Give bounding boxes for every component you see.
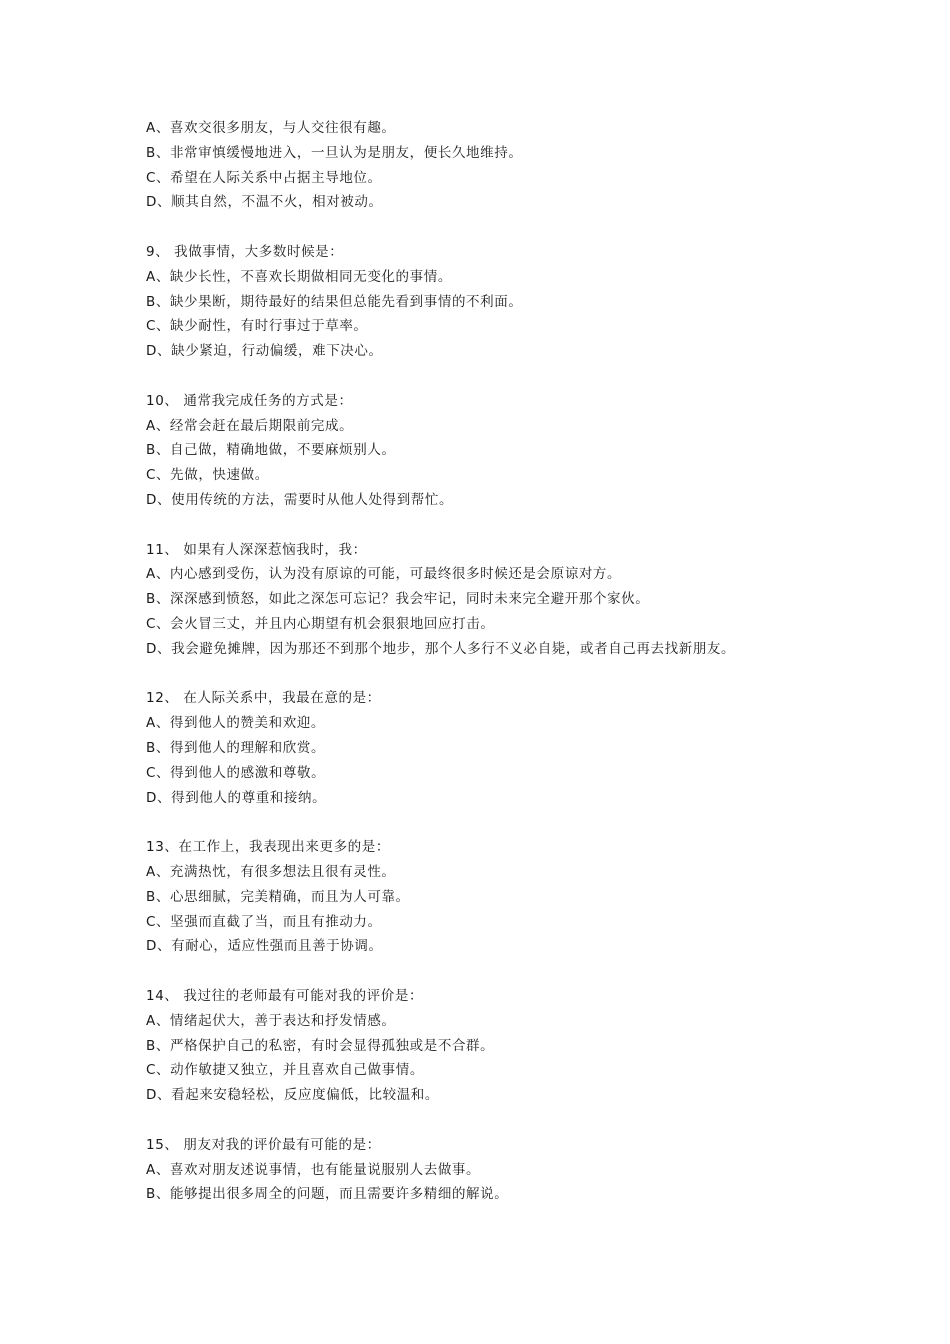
- question-text: 15、 朋友对我的评价最有可能的是：: [146, 1136, 381, 1153]
- question-text: 10、 通常我完成任务的方式是：: [146, 392, 353, 409]
- question-text: 11、 如果有人深深惹恼我时，我：: [146, 541, 367, 558]
- answer-option: B、深深感到愤怒，如此之深怎可忘记？我会牢记，同时未来完全避开那个家伙。: [146, 591, 650, 608]
- answer-option: A、情绪起伏大，善于表达和抒发情感。: [146, 1012, 396, 1029]
- answer-option: B、自己做，精确地做，不要麻烦别人。: [146, 442, 396, 459]
- answer-option: A、喜欢交很多朋友，与人交往很有趣。: [146, 120, 396, 136]
- answer-option: B、能够提出很多周全的问题，而且需要许多精细的解说。: [146, 1186, 509, 1203]
- answer-option: C、动作敏捷又独立，并且喜欢自己做事情。: [146, 1062, 424, 1079]
- answer-option: D、看起来安稳轻松，反应度偏低，比较温和。: [146, 1087, 439, 1104]
- answer-option: B、得到他人的理解和欣赏。: [146, 740, 326, 756]
- answer-option: D、使用传统的方法，需要时从他人处得到帮忙。: [146, 492, 454, 508]
- answer-option: C、坚强而直截了当，而且有推动力。: [146, 913, 382, 930]
- question-text: 12、 在人际关系中，我最在意的是：: [146, 690, 381, 707]
- answer-option: B、缺少果断，期待最好的结果但总能先看到事情的不利面。: [146, 293, 523, 310]
- answer-option: B、严格保护自己的私密，有时会显得孤独或是不合群。: [146, 1037, 495, 1054]
- answer-option: D、我会避免摊牌，因为那还不到那个地步，那个人多行不义必自毙，或者自己再去找新朋友。: [146, 640, 736, 657]
- answer-option: D、缺少紧迫，行动偏缓，难下决心。: [146, 343, 383, 360]
- answer-option: C、会火冒三丈，并且内心期望有机会狠狠地回应打击。: [146, 616, 495, 632]
- question-text: 9、 我做事情，大多数时候是：: [146, 244, 344, 260]
- answer-option: C、希望在人际关系中占据主导地位。: [146, 169, 382, 186]
- answer-option: D、得到他人的尊重和接纳。: [146, 789, 327, 806]
- question-text: 13、在工作上，我表现出来更多的是：: [146, 839, 390, 856]
- answer-option: C、先做，快速做。: [146, 467, 269, 484]
- answer-option: A、经常会赶在最后期限前完成。: [146, 417, 354, 434]
- answer-option: B、非常审慎缓慢地进入，一旦认为是朋友，便长久地维持。: [146, 144, 523, 161]
- answer-option: A、缺少长性，不喜欢长期做相同无变化的事情。: [146, 268, 452, 285]
- question-text: 14、 我过往的老师最有可能对我的评价是：: [146, 988, 424, 1004]
- answer-option: C、缺少耐性，有时行事过于草率。: [146, 318, 368, 335]
- answer-option: B、心思细腻，完美精确，而且为人可靠。: [146, 888, 410, 905]
- answer-option: A、充满热忱，有很多想法且很有灵性。: [146, 864, 396, 880]
- answer-option: D、顺其自然，不温不火，相对被动。: [146, 194, 383, 211]
- answer-option: C、得到他人的感激和尊敬。: [146, 764, 326, 781]
- answer-option: A、得到他人的赞美和欢迎。: [146, 715, 326, 732]
- answer-option: A、内心感到受伤，认为没有原谅的可能，可最终很多时候还是会原谅对方。: [146, 566, 622, 583]
- answer-option: A、喜欢对朋友述说事情，也有能量说服别人去做事。: [146, 1161, 481, 1178]
- answer-option: D、有耐心，适应性强而且善于协调。: [146, 938, 383, 955]
